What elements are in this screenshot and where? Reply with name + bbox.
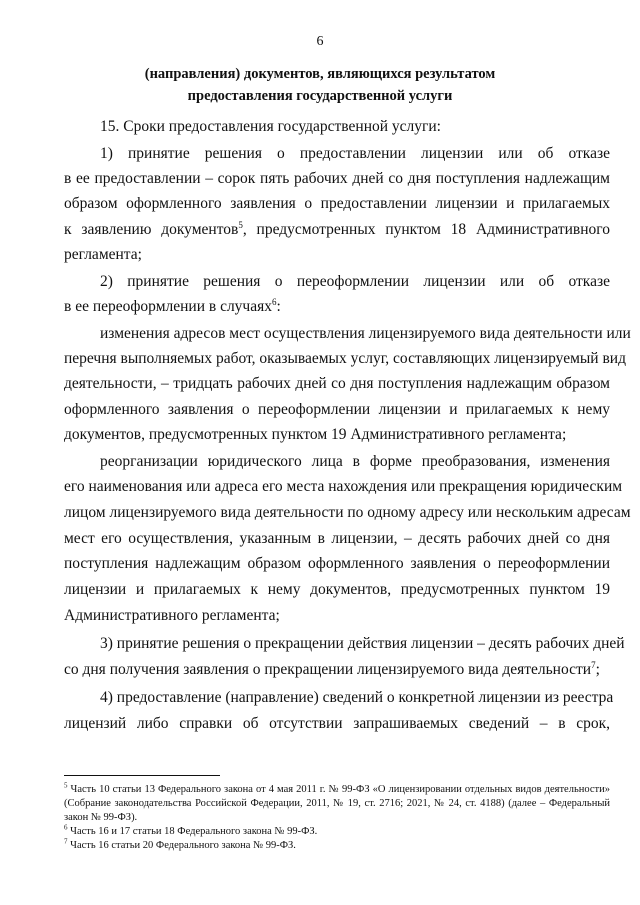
body-line-text: лицензии и прилагаемых к нему документов, предусмотренных пунктом 19: [64, 581, 610, 598]
body-line: [64, 298, 610, 316]
body-line-text: в ее предоставлении – сорок пять рабочих дней со дня поступления надлежащим: [64, 170, 610, 187]
body-line-text: 2) принятие решения о переоформлении лицензии или об отказе: [100, 273, 610, 290]
body-line-text: 15. Сроки предоставления государственной услуги:: [100, 118, 441, 135]
body-line-text-after: ;: [595, 661, 600, 678]
body-line-text: Административного регламента;: [64, 607, 280, 624]
body-line-text: его наименования или адреса его места нахождения или прекращения юридическим: [64, 478, 623, 495]
footnote-line: [64, 812, 610, 823]
body-line-text: в ее переоформлении в случаях: [64, 298, 272, 315]
body-line: [64, 350, 626, 368]
body-line: [64, 607, 610, 625]
section-heading-line-1: (направления) документов, являющихся результатом: [144, 66, 496, 82]
body-line-text: лицом лицензируемого вида деятельности по одному адресу или нескольким адресам: [64, 504, 631, 521]
body-line: [64, 221, 610, 239]
footnote-line: [64, 781, 610, 795]
body-line: [64, 246, 610, 264]
body-line-text: 1) принятие решения о предоставлении лицензии или об отказе: [100, 145, 610, 162]
body-line-text-after: :: [276, 298, 281, 315]
body-line: [100, 118, 610, 136]
body-line: [64, 555, 610, 573]
body-line: [100, 453, 610, 471]
body-line-text: поступления надлежащим образом оформленного заявления о переоформлении: [64, 555, 610, 572]
body-line: [64, 195, 610, 213]
body-line-text: лицензий либо справки об отсутствии запрашиваемых сведений – в срок,: [64, 715, 610, 732]
footnote-text: закон № 99-ФЗ).: [64, 812, 138, 823]
body-line: [64, 530, 610, 548]
footnote-reference: 5: [238, 219, 243, 230]
footnote-reference: 6: [272, 296, 277, 307]
body-line-text: со дня получения заявления о прекращении лицензируемого вида деятельности: [64, 661, 592, 678]
footnote-text: Часть 10 статьи 13 Федерального закона от 4 мая 2011 г. № 99-ФЗ «О лицензировании отдельных видов деятельности»: [67, 784, 610, 795]
footnote-mark: 6: [64, 823, 68, 832]
body-line-text: реорганизации юридического лица в форме преобразования, изменения: [100, 453, 610, 470]
footnote-text: Часть 16 и 17 статьи 18 Федерального закона № 99-ФЗ.: [67, 826, 318, 837]
body-line: [100, 145, 610, 163]
section-heading-line-2: предоставления государственной услуги: [187, 88, 453, 104]
body-line: [64, 478, 623, 496]
footnote-text: Часть 16 статьи 20 Федерального закона № 99-ФЗ.: [67, 840, 296, 851]
footnote-mark: 7: [64, 837, 68, 846]
body-line-text: оформленного заявления о переоформлении лицензии и прилагаемых к нему: [64, 401, 610, 418]
footnote-line: [64, 837, 610, 851]
body-line-text: документов, предусмотренных пунктом 19 Административного регламента;: [64, 426, 567, 443]
body-line-text: образом оформленного заявления о предоставлении лицензии и прилагаемых: [64, 195, 610, 212]
body-line-text: деятельности, – тридцать рабочих дней со дня поступления надлежащим образом: [64, 375, 610, 392]
footnote-separator: [64, 775, 220, 776]
body-line-text: к заявлению документов: [64, 221, 239, 238]
body-line: [64, 401, 610, 419]
body-line-text: изменения адресов мест осуществления лицензируемого вида деятельности или: [100, 325, 631, 342]
footnote-line: [64, 823, 610, 837]
footnote-mark: 5: [64, 781, 68, 790]
body-line: [100, 635, 625, 653]
body-line: [64, 504, 631, 522]
body-line-text-after: , предусмотренных пунктом 18 Административного: [242, 221, 610, 238]
body-line-text: 4) предоставление (направление) сведений о конкретной лицензии из реестра: [100, 689, 614, 706]
body-line-text: мест его осуществления, указанным в лицензии, – десять рабочих дней со дня: [64, 530, 610, 547]
body-line: [64, 581, 610, 599]
footnote-reference: 7: [591, 659, 596, 670]
body-line: [100, 689, 614, 707]
body-line: [100, 273, 610, 291]
body-line: [100, 325, 631, 343]
body-line-text: 3) принятие решения о прекращении действия лицензии – десять рабочих дней: [100, 635, 625, 652]
body-line: [64, 375, 610, 393]
body-line: [64, 426, 610, 444]
body-line: [64, 661, 610, 679]
footnote-line: [64, 798, 610, 809]
body-line: [64, 170, 610, 188]
footnote-text: (Собрание законодательства Российской Федерации, 2011, № 19, ст. 2716; 2021, № 24, ст. 4188) (далее – Федеральный: [64, 798, 610, 809]
body-line: [64, 715, 610, 733]
body-line-text: регламента;: [64, 246, 142, 263]
body-line-text: перечня выполняемых работ, оказываемых услуг, составляющих лицензируемый вид: [64, 350, 626, 367]
page-number: 6: [316, 34, 324, 49]
